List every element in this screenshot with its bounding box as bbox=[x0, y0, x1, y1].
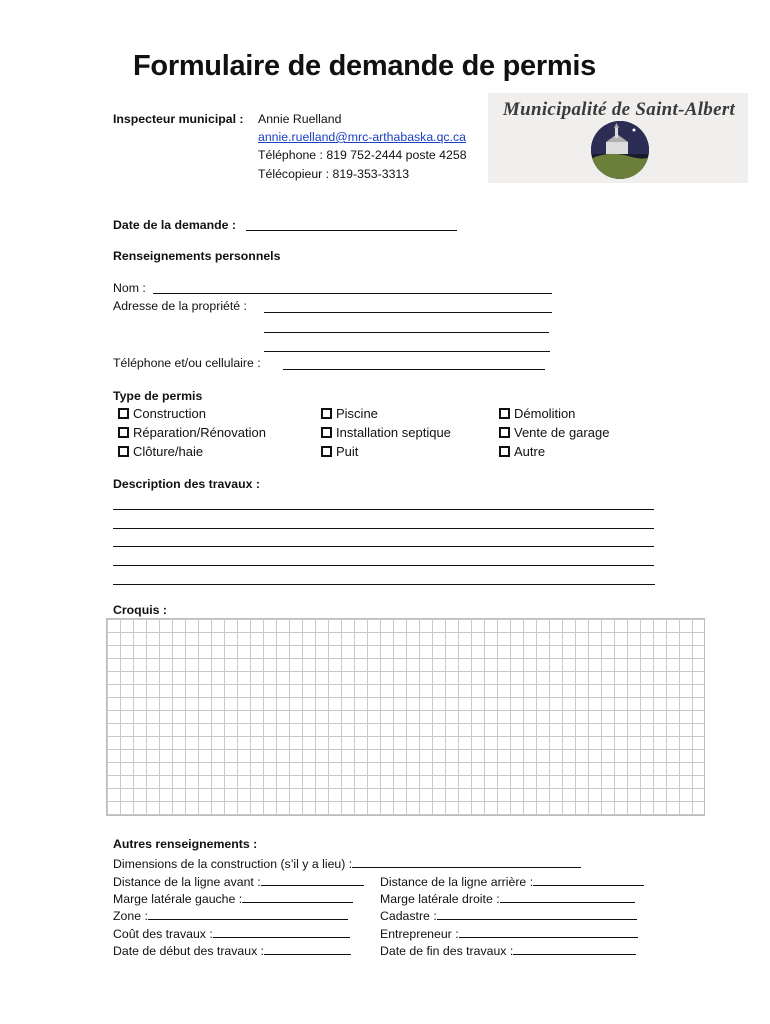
personal-info-heading: Renseignements personnels bbox=[113, 249, 281, 263]
permit-type-heading: Type de permis bbox=[113, 389, 203, 403]
left-margin-input-line[interactable] bbox=[242, 890, 353, 903]
cadastre-input-line[interactable] bbox=[437, 907, 637, 920]
checkbox[interactable] bbox=[499, 427, 510, 438]
name-input-line[interactable] bbox=[153, 293, 552, 294]
date-label-text: Date de la demande : bbox=[113, 218, 237, 232]
cost-label: Coût des travaux : bbox=[113, 927, 213, 941]
end-date-input-line[interactable] bbox=[513, 942, 636, 955]
cost-field[interactable] bbox=[113, 925, 350, 941]
rear-distance-label: Distance de la ligne arrière : bbox=[380, 875, 534, 889]
address-input-line[interactable] bbox=[264, 312, 552, 313]
permit-option-puit[interactable] bbox=[321, 444, 358, 459]
start-date-input-line[interactable] bbox=[264, 942, 351, 955]
address-label: Adresse de la propriété : bbox=[113, 299, 247, 313]
inspector-fax: Télécopieur : 819-353-3313 bbox=[258, 167, 410, 181]
permit-option-label: Autre bbox=[514, 444, 546, 459]
zone-field[interactable] bbox=[113, 907, 348, 923]
description-heading: Description des travaux : bbox=[113, 477, 260, 491]
permit-option-label: Démolition bbox=[514, 406, 576, 421]
right-margin-field[interactable] bbox=[380, 890, 635, 906]
checkbox[interactable] bbox=[321, 446, 332, 457]
sketch-heading: Croquis : bbox=[113, 603, 167, 617]
contractor-label: Entrepreneur : bbox=[380, 927, 459, 941]
permit-option-label: Vente de garage bbox=[514, 425, 610, 440]
permit-option-label: Réparation/Rénovation bbox=[133, 425, 266, 440]
permit-option-cloture[interactable] bbox=[118, 444, 203, 459]
right-margin-input-line[interactable] bbox=[500, 890, 635, 903]
permit-option-installation-septique[interactable] bbox=[321, 425, 451, 440]
checkbox[interactable] bbox=[118, 427, 129, 438]
checkbox[interactable] bbox=[499, 408, 510, 419]
name-label: Nom : bbox=[113, 281, 146, 295]
logo-text: Municipalité de Saint-Albert bbox=[502, 99, 736, 120]
permit-option-label: Construction bbox=[133, 406, 206, 421]
rear-distance-input-line[interactable] bbox=[533, 873, 644, 886]
description-input-line[interactable] bbox=[113, 509, 654, 510]
contractor-input-line[interactable] bbox=[459, 925, 638, 938]
rear-distance-field[interactable] bbox=[380, 873, 644, 889]
inspector-telephone: Téléphone : 819 752-2444 poste 4258 bbox=[258, 148, 467, 162]
cadastre-field[interactable] bbox=[380, 907, 637, 923]
cost-input-line[interactable] bbox=[213, 925, 350, 938]
end-date-field[interactable] bbox=[380, 942, 636, 958]
right-margin-label: Marge latérale droite : bbox=[380, 892, 500, 906]
left-margin-field[interactable] bbox=[113, 890, 353, 906]
phone-input-line[interactable] bbox=[283, 369, 545, 370]
date-label bbox=[113, 218, 236, 232]
start-date-label: Date de début des travaux : bbox=[113, 944, 265, 958]
dimensions-input-line[interactable] bbox=[352, 855, 581, 868]
inspector-name: Annie Ruelland bbox=[258, 112, 342, 126]
left-margin-label: Marge latérale gauche : bbox=[113, 892, 243, 906]
description-input-line[interactable] bbox=[113, 565, 654, 566]
end-date-label: Date de fin des travaux : bbox=[380, 944, 514, 958]
address-input-line[interactable] bbox=[264, 332, 549, 333]
permit-option-label: Installation septique bbox=[336, 425, 451, 440]
permit-option-demolition[interactable] bbox=[499, 406, 575, 421]
other-info-heading: Autres renseignements : bbox=[113, 837, 258, 851]
permit-option-vente-garage[interactable] bbox=[499, 425, 609, 440]
permit-option-construction[interactable] bbox=[118, 406, 206, 421]
sketch-grid[interactable] bbox=[106, 618, 705, 816]
description-input-line[interactable] bbox=[113, 528, 654, 529]
address-input-line[interactable] bbox=[264, 351, 550, 352]
description-input-line[interactable] bbox=[113, 584, 655, 585]
checkbox[interactable] bbox=[118, 446, 129, 457]
front-distance-input-line[interactable] bbox=[261, 873, 364, 886]
front-distance-field[interactable] bbox=[113, 873, 364, 889]
dimensions-label: Dimensions de la construction (s’il y a lieu) : bbox=[113, 857, 353, 871]
checkbox[interactable] bbox=[321, 427, 332, 438]
municipality-logo bbox=[488, 93, 748, 183]
inspector-label: Inspecteur municipal : bbox=[113, 112, 244, 126]
permit-option-label: Piscine bbox=[336, 406, 378, 421]
date-input-line[interactable] bbox=[246, 230, 457, 231]
zone-input-line[interactable] bbox=[148, 907, 348, 920]
checkbox[interactable] bbox=[321, 408, 332, 419]
logo-emblem-icon bbox=[588, 120, 652, 180]
page-title: Formulaire de demande de permis bbox=[133, 50, 596, 82]
front-distance-label: Distance de la ligne avant : bbox=[113, 875, 261, 889]
inspector-email-link[interactable]: annie.ruelland@mrc-arthabaska.qc.ca bbox=[258, 130, 466, 144]
cadastre-label: Cadastre : bbox=[380, 909, 437, 923]
zone-label: Zone : bbox=[113, 909, 148, 923]
permit-option-label: Puit bbox=[336, 444, 359, 459]
phone-label: Téléphone et/ou cellulaire : bbox=[113, 356, 261, 370]
permit-option-piscine[interactable] bbox=[321, 406, 378, 421]
permit-option-autre[interactable] bbox=[499, 444, 545, 459]
permit-option-label: Clôture/haie bbox=[133, 444, 204, 459]
contractor-field[interactable] bbox=[380, 925, 638, 941]
description-input-line[interactable] bbox=[113, 546, 654, 547]
dimensions-field[interactable] bbox=[113, 855, 581, 871]
start-date-field[interactable] bbox=[113, 942, 351, 958]
permit-option-reparation[interactable] bbox=[118, 425, 266, 440]
checkbox[interactable] bbox=[499, 446, 510, 457]
checkbox[interactable] bbox=[118, 408, 129, 419]
